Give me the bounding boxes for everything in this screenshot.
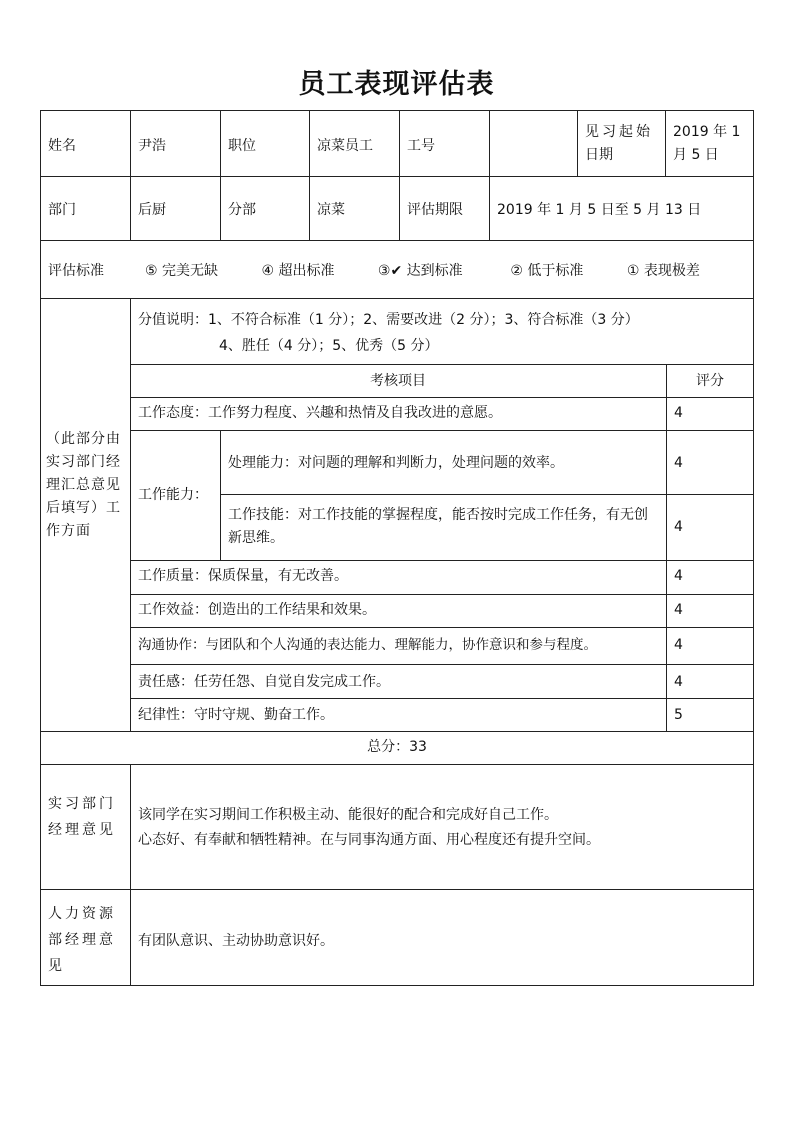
score-scale-line2: 4、胜任（4 分）；5、优秀（5 分）: [219, 338, 439, 354]
start-date-value-line2: 月 5 日: [673, 147, 719, 163]
hr-opinion-comment: 有团队意识、主动协助意识好。: [138, 933, 334, 949]
item-benefit: 工作效益：创造出的工作结果和效果。: [138, 602, 376, 618]
col-divider: [130, 298, 131, 731]
standard-option-1: ① 表现极差: [626, 263, 700, 279]
col-divider: [399, 110, 400, 240]
department-label: 部门: [48, 202, 76, 218]
start-date-label: [585, 121, 653, 167]
item-skill: 工作技能：对工作技能的掌握程度，能否按时完成工作任务，有无创新思维。: [228, 507, 648, 546]
item-handling: 处理能力：对问题的理解和判断力，处理问题的效率。: [228, 455, 564, 471]
row-divider: [130, 698, 754, 699]
col-divider: [220, 430, 221, 560]
row-divider: [130, 364, 754, 365]
score-discipline: 5: [674, 707, 683, 723]
standard-option-2: ② 低于标准: [510, 263, 584, 279]
row-divider: [130, 560, 754, 561]
score-attitude: 4: [674, 405, 683, 421]
period-value: 2019 年 1 月 5 日至 5 月 13 日: [497, 202, 702, 218]
start-date-value: [673, 121, 740, 167]
score-responsibility: 4: [674, 674, 683, 690]
col-divider: [665, 110, 666, 176]
row-divider: [40, 764, 754, 765]
manager-opinion-line2: 心态好、有奉献和牺牲精神。在与同事沟通方面、用心程度还有提升空间。: [138, 832, 600, 848]
score-quality: 4: [674, 568, 683, 584]
column-header-item: 考核项目: [370, 373, 426, 389]
item-attitude: 工作态度：工作努力程度、兴趣和热情及自我改进的意愿。: [138, 405, 502, 421]
row-divider: [130, 664, 754, 665]
row-divider: [40, 889, 754, 890]
manager-opinion-label: 实习部门经理意见: [48, 796, 116, 838]
col-divider: [130, 110, 131, 240]
score-benefit: 4: [674, 602, 683, 618]
item-responsibility: 责任感：任劳任怨、自觉自发完成工作。: [138, 674, 390, 690]
total-score: 总分：33: [367, 739, 427, 755]
start-date-label-line1: 见习起始: [585, 124, 653, 140]
score-skill: 4: [674, 519, 683, 535]
work-section-side-label: （此部分由实习部门经理汇总意见后填写）工作方面: [46, 431, 121, 539]
name-value: 尹浩: [138, 138, 166, 154]
period-label: 评估期限: [407, 202, 463, 218]
col-divider: [666, 364, 667, 731]
row-divider: [130, 397, 754, 398]
row-divider: [220, 494, 754, 495]
row-divider: [130, 594, 754, 595]
row-divider: [40, 731, 754, 732]
hr-opinion-label: 人力资源部经理意见: [48, 906, 116, 974]
branch-label: 分部: [228, 202, 256, 218]
name-label: 姓名: [48, 138, 76, 154]
score-scale-line1: 分值说明：1、不符合标准（1 分）；2、需要改进（2 分）；3、符合标准（3 分）: [138, 312, 639, 328]
item-ability-label: 工作能力：: [138, 487, 208, 503]
row-divider: [130, 430, 754, 431]
col-divider: [577, 110, 578, 176]
item-discipline: 纪律性：守时守规、勤奋工作。: [138, 707, 334, 723]
score-handling: 4: [674, 455, 683, 471]
department-value: 后厨: [138, 202, 166, 218]
row-divider: [40, 176, 754, 177]
standard-label: 评估标准: [48, 263, 104, 279]
col-divider: [489, 110, 490, 240]
score-communication: 4: [674, 637, 683, 653]
item-quality: 工作质量：保质保量，有无改善。: [138, 568, 348, 584]
row-divider: [130, 627, 754, 628]
col-divider: [130, 764, 131, 986]
standard-option-4: ④ 超出标准: [261, 263, 335, 279]
col-divider: [220, 110, 221, 240]
employee-id-label: 工号: [407, 138, 435, 154]
page-title: 员工表现评估表: [298, 69, 495, 100]
col-divider: [309, 110, 310, 240]
standard-option-5: ⑤ 完美无缺: [145, 263, 219, 279]
column-header-score: 评分: [696, 373, 724, 389]
row-divider: [40, 298, 754, 299]
standard-option-3-checked: ③✔ 达到标准: [377, 263, 463, 279]
branch-value: 凉菜: [317, 202, 345, 218]
start-date-value-line1: 2019 年 1: [673, 124, 741, 140]
item-communication: 沟通协作：与团队和个人沟通的表达能力、理解能力，协作意识和参与程度。: [138, 637, 597, 653]
position-value: 凉菜员工: [317, 138, 373, 154]
start-date-label-line2: 日期: [585, 147, 613, 163]
manager-opinion-line1: 该同学在实习期间工作积极主动、能很好的配合和完成好自己工作。: [138, 807, 558, 823]
standard-options: [145, 260, 700, 283]
row-divider: [40, 240, 754, 241]
position-label: 职位: [228, 138, 256, 154]
